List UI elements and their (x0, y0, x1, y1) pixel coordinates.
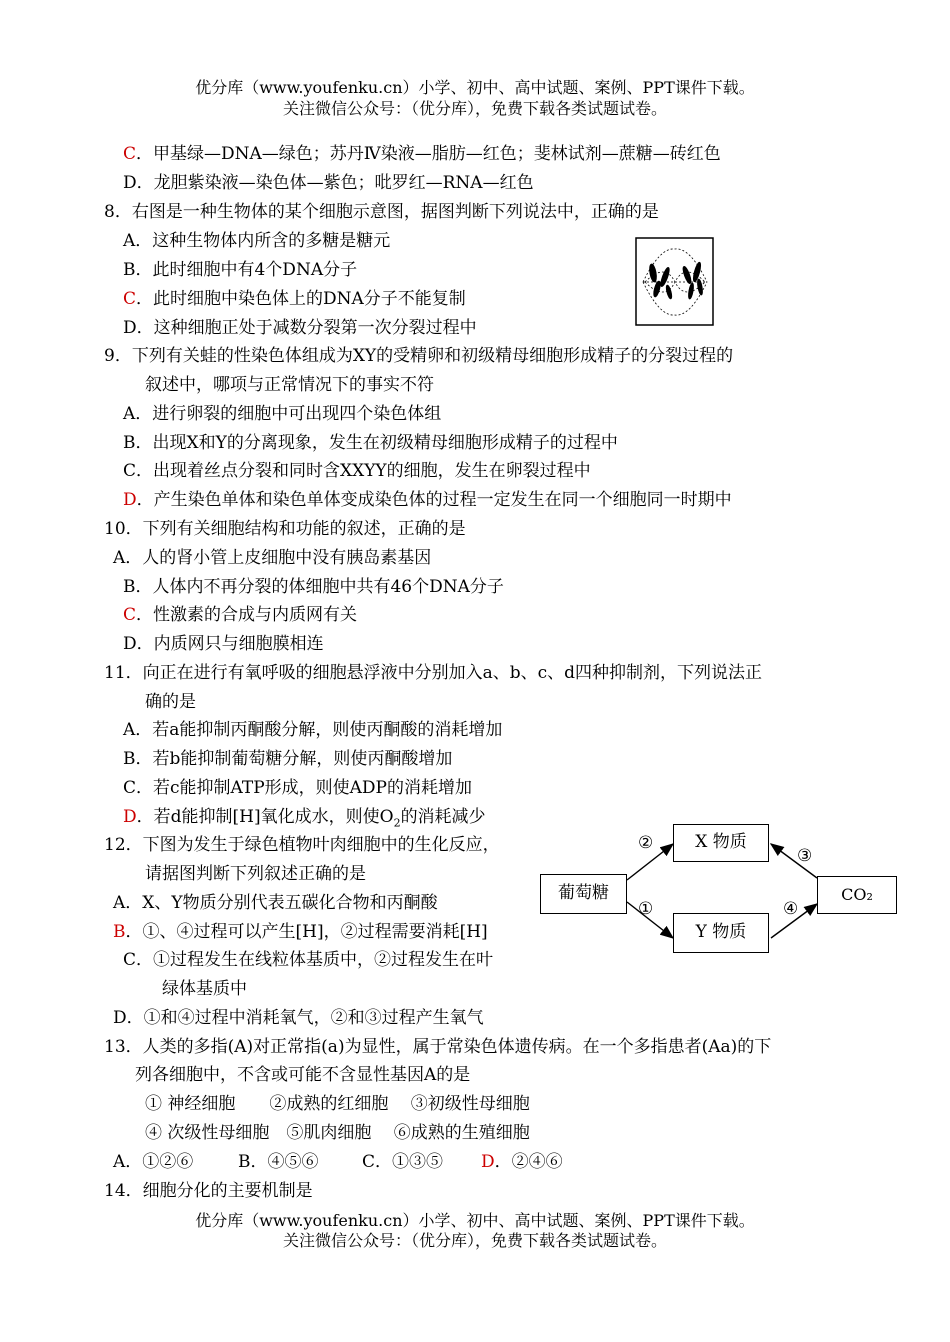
q9-stem-line-1: 9．下列有关蛙的性染色体组成为XY的受精卵和初级精母细胞形成精子的分裂过程的 (104, 346, 734, 366)
footer-line-1: 优分库（www.youfenku.cn）小学、初中、高中试题、案例、PPT课件下载。 (195, 1211, 755, 1230)
answer-letter: D (481, 1152, 495, 1172)
q7-option-c: C．甲基绿—DNA—绿色；苏丹Ⅳ染液—脂肪—红色；斐林试剂—蔗糖—砖红色 (123, 144, 721, 164)
q11-option-a: A．若a能抑制丙酮酸分解，则使丙酮酸的消耗增加 (123, 720, 503, 740)
q14-stem: 14．细胞分化的主要机制是 (104, 1181, 313, 1201)
q9-option-d: D．产生染色单体和染色单体变成染色体的过程一定发生在同一个细胞同一时期中 (123, 490, 732, 510)
q12-option-a: A．X、Y物质分别代表五碳化合物和丙酮酸 (113, 893, 438, 913)
x-substance-box: X 物质 (673, 824, 769, 862)
q8-option-b: B．此时细胞中有4个DNA分子 (123, 260, 358, 280)
q10-option-b: B．人体内不再分裂的体细胞中共有46个DNA分子 (123, 577, 504, 597)
step-4-label: ④ (783, 899, 799, 919)
q11-option-d: D．若d能抑制[H]氧化成水，则使$O_2$的消耗减少 (123, 807, 486, 830)
answer-letter: C (123, 144, 137, 164)
q11-option-b: B．若b能抑制葡萄糖分解，则使丙酮酸增加 (123, 749, 453, 769)
q13-option-c: C．①③⑤ (362, 1152, 444, 1172)
q8-option-a: A．这种生物体内所含的多糖是糖元 (123, 231, 391, 251)
q13-option-d: D．②④⑥ (481, 1152, 563, 1172)
step-3-label: ③ (797, 846, 813, 866)
q13-cells-row-2: ④ 次级性母细胞 ⑤肌肉细胞 ⑥成熟的生殖细胞 (145, 1123, 530, 1143)
co2-box: CO₂ (817, 876, 897, 914)
q11-stem-line-1: 11．向正在进行有氧呼吸的细胞悬浮液中分别加入a、b、c、d四种抑制剂，下列说法正 (104, 663, 763, 683)
q13-stem-line-1: 13．人类的多指(A)对正常指(a)为显性，属于常染色体遗传病。在一个多指患者(Aa)的下 (104, 1037, 772, 1057)
q8-option-c: C．此时细胞中染色体上的DNA分子不能复制 (123, 289, 466, 309)
q13-option-a: A．①②⑥ (113, 1152, 194, 1172)
q12-option-d: D．①和④过程中消耗氧气，②和③过程产生氧气 (113, 1008, 484, 1028)
q12-option-c-line-1: C．①过程发生在线粒体基质中，②过程发生在叶 (123, 950, 494, 970)
q11-stem-line-2: 确的是 (145, 692, 196, 712)
answer-letter: C (123, 605, 137, 625)
q10-option-d: D．内质网只与细胞膜相连 (123, 634, 324, 654)
q13-option-b: B．④⑤⑥ (238, 1152, 319, 1172)
q10-option-a: A．人的肾小管上皮细胞中没有胰岛素基因 (113, 548, 432, 568)
answer-letter: C (123, 289, 137, 309)
q10-stem: 10．下列有关细胞结构和功能的叙述，正确的是 (104, 519, 466, 539)
q12-option-b: B．①、④过程可以产生[H]，②过程需要消耗[H] (113, 922, 488, 942)
q10-option-c: C．性激素的合成与内质网有关 (123, 605, 358, 625)
cell-division-figure (635, 237, 715, 327)
q12-stem-line-1: 12．下图为发生于绿色植物叶肉细胞中的生化反应， (104, 835, 500, 855)
glucose-box: 葡萄糖 (540, 874, 627, 914)
y-substance-box: Y 物质 (673, 913, 769, 953)
q13-cells-row-1: ① 神经细胞 ②成熟的红细胞 ③初级性母细胞 (145, 1094, 530, 1114)
q13-stem-line-2: 列各细胞中，不含或可能不含显性基因A的是 (135, 1065, 471, 1085)
q9-option-b: B．出现X和Y的分离现象，发生在初级精母细胞形成精子的过程中 (123, 433, 618, 453)
answer-letter: B (113, 922, 126, 942)
q9-stem-line-2: 叙述中，哪项与正常情况下的事实不符 (145, 375, 434, 395)
q9-option-a: A．进行卵裂的细胞中可出现四个染色体组 (123, 404, 442, 424)
q8-stem: 8．右图是一种生物体的某个细胞示意图，据图判断下列说法中，正确的是 (104, 202, 659, 222)
q12-stem-line-2: 请据图判断下列叙述正确的是 (145, 864, 366, 884)
footer-line-2: 关注微信公众号：（优分库），免费下载各类试题试卷。 (282, 1231, 667, 1250)
q9-option-c: C．出现着丝点分裂和同时含XXYY的细胞，发生在卵裂过程中 (123, 461, 591, 481)
header-line-1: 优分库（www.youfenku.cn）小学、初中、高中试题、案例、PPT课件下载。 (195, 78, 755, 97)
step-2-label: ② (638, 833, 654, 853)
q7-option-d: D．龙胆紫染液—染色体—紫色；吡罗红—RNA—红色 (123, 173, 534, 193)
q12-option-c-line-2: 绿体基质中 (162, 979, 247, 999)
step-1-label: ① (638, 899, 654, 919)
q11-option-c: C．若c能抑制ATP形成，则使ADP的消耗增加 (123, 778, 472, 798)
answer-letter: D (123, 807, 137, 827)
answer-letter: D (123, 490, 137, 510)
q8-option-d: D．这种细胞正处于减数分裂第一次分裂过程中 (123, 318, 477, 338)
header-line-2: 关注微信公众号：（优分库），免费下载各类试题试卷。 (282, 99, 667, 118)
